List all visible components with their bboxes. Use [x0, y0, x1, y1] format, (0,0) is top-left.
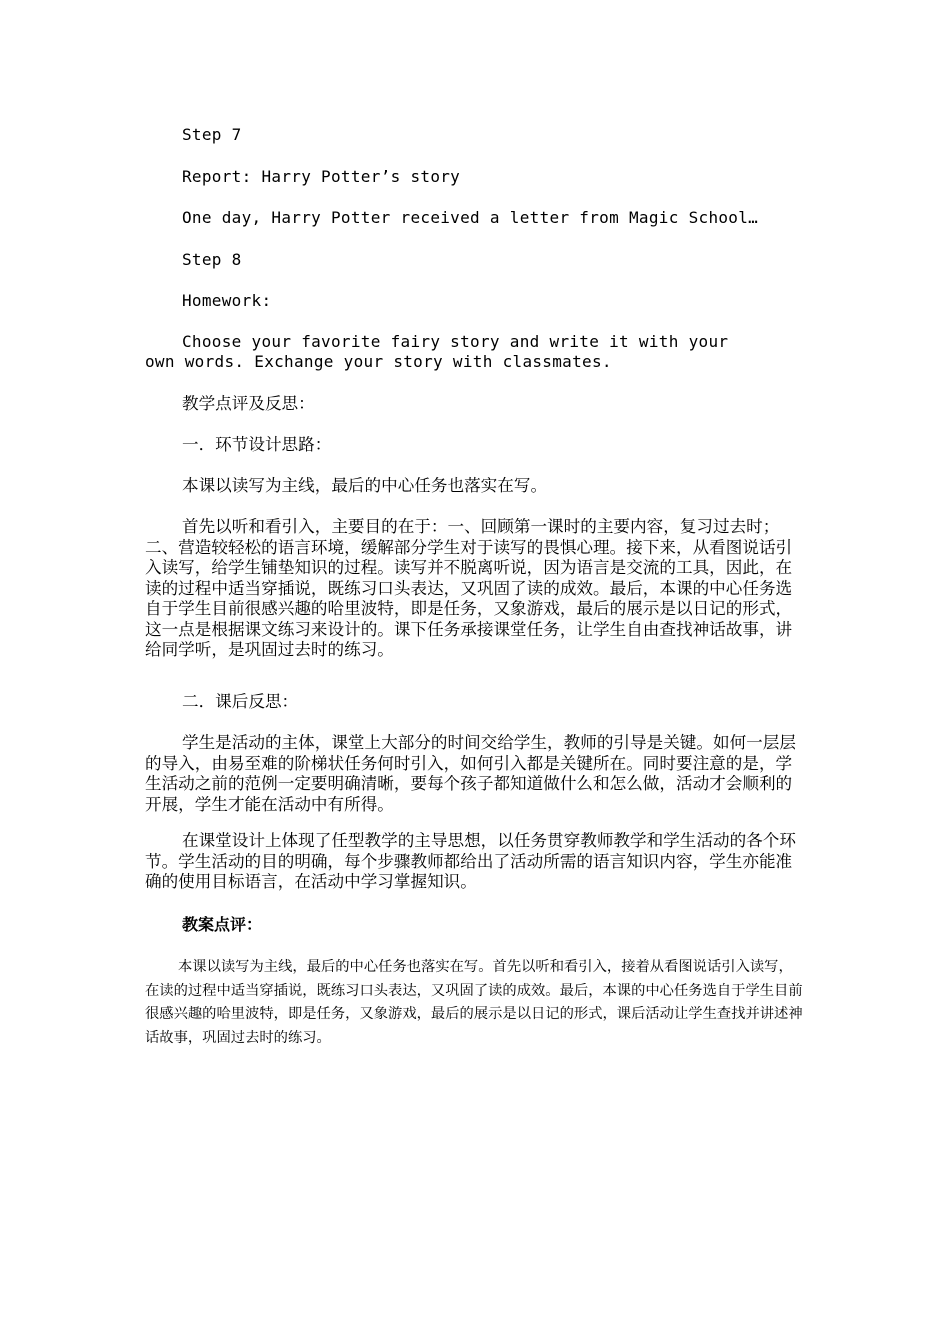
step7-report: Report: Harry Potter’s story: [182, 167, 461, 186]
section2-paragraph-1: 学生是活动的主体，课堂上大部分的时间交给学生，教师的引导是关键。如何一层层的导入，由易至难的阶梯状任务何时引入，如何引入都是关键所在。同时要注意的是，学生活动之前的范例一定要明确清晰，要每个孩子都知道做什么和怎么做，活动才会顺利的开展，学生才能在活动中有所得。: [145, 733, 796, 814]
plan-review-text: 本课以读写为主线，最后的中心任务也落实在写。首先以听和看引入，接着从看图说话引入读写，在读的过程中适当穿插说，既练习口头表达，又巩固了读的成效。最后，本课的中心任务选自于学生目前很感兴趣的哈里波特，即是任务，又象游戏，最后的展示是以日记的形式，课后活动让学生查找并讲述神话故事，巩固过去时的练习。: [145, 959, 803, 1046]
homework-text: Choose your favorite fairy story and write it with your own words. Exchange your story with classmates.: [145, 332, 739, 371]
step8-heading: Step 8: [182, 250, 242, 269]
step7-text: One day, Harry Potter received a letter from Magic School…: [182, 208, 759, 227]
plan-review-title: 教案点评：: [182, 915, 263, 934]
section1-paragraph-1: 本课以读写为主线，最后的中心任务也落实在写。: [182, 476, 548, 495]
review-title: 教学点评及反思：: [182, 394, 315, 413]
homework-label: Homework:: [182, 291, 272, 310]
section1-title: 一．环节设计思路：: [182, 435, 332, 454]
step7-heading: Step 7: [182, 125, 242, 144]
section2-paragraph-2: 在课堂设计上体现了任型教学的主导思想，以任务贯穿教师教学和学生活动的各个环节。学生活动的目的明确，每个步骤教师都给出了活动所需的语言知识内容，学生亦能准确的使用目标语言，在活动中学习掌握知识。: [145, 831, 796, 891]
section2-title: 二．课后反思：: [182, 692, 299, 711]
section1-paragraph-2: 首先以听和看引入，主要目的在于：一、回顾第一课时的主要内容，复习过去时；二、营造较轻松的语言环境，缓解部分学生对于读写的畏惧心理。接下来，从看图说话引入读写，给学生铺垫知识的过程。读写并不脱离听说，因为语言是交流的工具，因此，在读的过程中适当穿插说，既练习口头表达，又巩固了读的成效。最后，本课的中心任务选自于学生目前很感兴趣的哈里波特，即是任务，又象游戏，最后的展示是以日记的形式，这一点是根据课文练习来设计的。课下任务承接课堂任务，让学生自由查找神话故事，讲给同学听，是巩固过去时的练习。: [145, 517, 793, 659]
